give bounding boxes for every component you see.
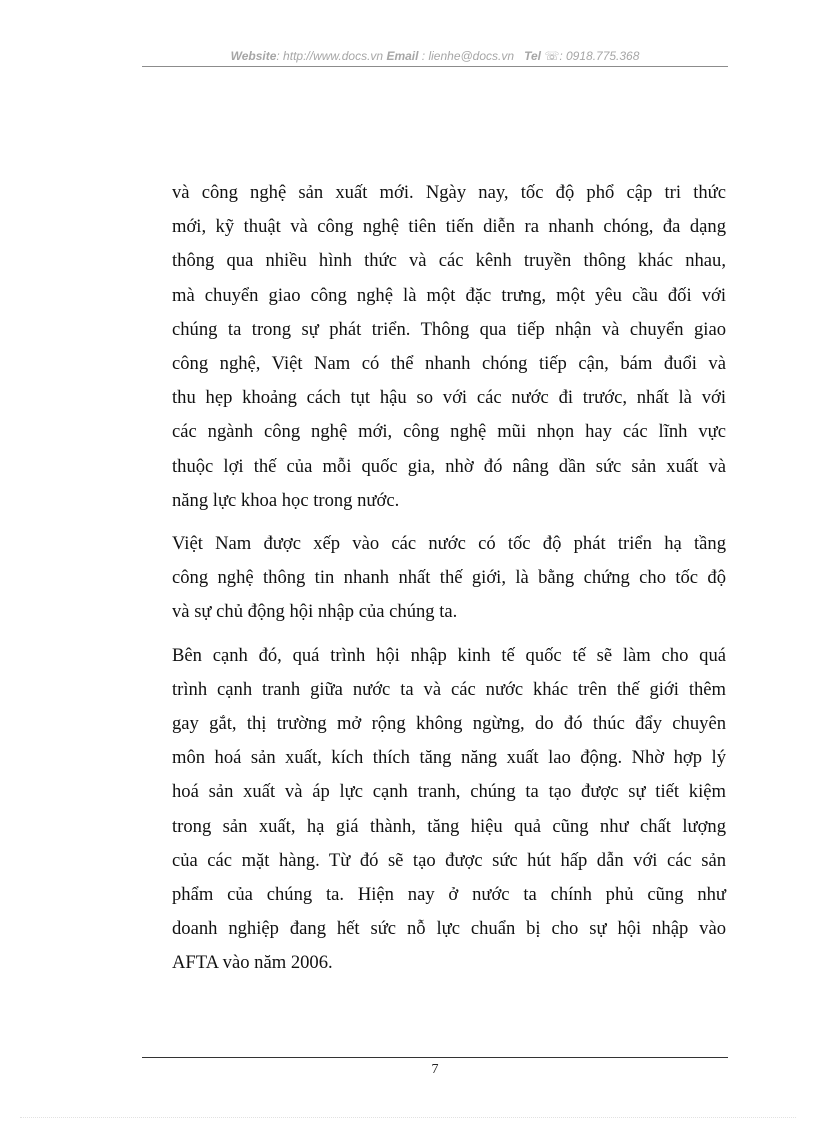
text-line: Việt Nam được xếp vào các nước có tốc độ phát triển hạ tầng [172, 533, 726, 555]
text-line: của các mặt hàng. Từ đó sẽ tạo được sức hút hấp dẫn với các sản [172, 849, 726, 871]
email-label: Email [386, 49, 419, 63]
tel-value: : 0918.775.368 [559, 49, 640, 63]
text-line: Bên cạnh đó, quá trình hội nhập kinh tế quốc tế sẽ làm cho quá [172, 644, 726, 666]
text-line: gay gắt, thị trường mở rộng không ngừng, do đó thúc đẩy chuyên [172, 713, 726, 735]
text-line: mà chuyển giao công nghệ là một đặc trưng, một yêu cầu đối với [172, 284, 726, 306]
paragraph-2 [172, 527, 726, 630]
text-line: năng lực khoa học trong nước. [172, 489, 400, 511]
website-value: : http://www.docs.vn [276, 49, 384, 63]
text-line: AFTA vào năm 2006. [172, 952, 333, 974]
paragraph-1 [172, 176, 726, 518]
footer-divider [142, 1057, 728, 1058]
text-line: phẩm của chúng ta. Hiện nay ở nước ta chính phủ cũng như [172, 884, 726, 906]
text-line: và sự chủ động hội nhập của chúng ta. [172, 601, 458, 623]
text-line: môn hoá sản xuất, kích thích tăng năng xuất lao động. Nhờ hợp lý [172, 747, 726, 769]
text-line: trình cạnh tranh giữa nước ta và các nước khác trên thế giới thêm [172, 678, 726, 700]
text-line: chúng ta trong sự phát triển. Thông qua tiếp nhận và chuyển giao [172, 318, 726, 340]
website-label: Website [230, 49, 277, 63]
text-line: mới, kỹ thuật và công nghệ tiên tiến diễn ra nhanh chóng, đa dạng [172, 216, 726, 238]
page-header [142, 48, 728, 64]
paragraph-3 [172, 639, 726, 981]
page-number: 7 [431, 1062, 439, 1077]
text-line: thuộc lợi thế của mỗi quốc gia, nhờ đó nâng dần sức sản xuất và [172, 455, 726, 477]
text-line: thông qua nhiều hình thức và các kênh truyền thông khác nhau, [172, 250, 726, 272]
text-line: và công nghệ sản xuất mới. Ngày nay, tốc độ phổ cập tri thức [172, 182, 726, 203]
text-line: công nghệ thông tin nhanh nhất thế giới, là bằng chứng cho tốc độ [172, 567, 726, 589]
email-value: : lienhe@docs.vn [418, 49, 515, 63]
text-line: thu hẹp khoảng cách tụt hậu so với các nước đi trước, nhất là với [172, 387, 726, 409]
header-divider [142, 66, 728, 67]
text-line: các ngành công nghệ mới, công nghệ mũi nhọn hay các lĩnh vực [172, 421, 726, 443]
phone-icon: ☏ [544, 49, 560, 63]
text-line: công nghệ, Việt Nam có thể nhanh chóng tiếp cận, bám đuổi và [172, 353, 726, 375]
page-bottom-edge [20, 1117, 796, 1118]
tel-label: Tel [524, 49, 541, 63]
text-line: hoá sản xuất và áp lực cạnh tranh, chúng ta tạo được sự tiết kiệm [172, 781, 726, 803]
document-body [172, 176, 726, 981]
text-line: doanh nghiệp đang hết sức nỗ lực chuẩn bị cho sự hội nhập vào [172, 918, 726, 940]
text-line: trong sản xuất, hạ giá thành, tăng hiệu quả cũng như chất lượng [172, 815, 726, 837]
